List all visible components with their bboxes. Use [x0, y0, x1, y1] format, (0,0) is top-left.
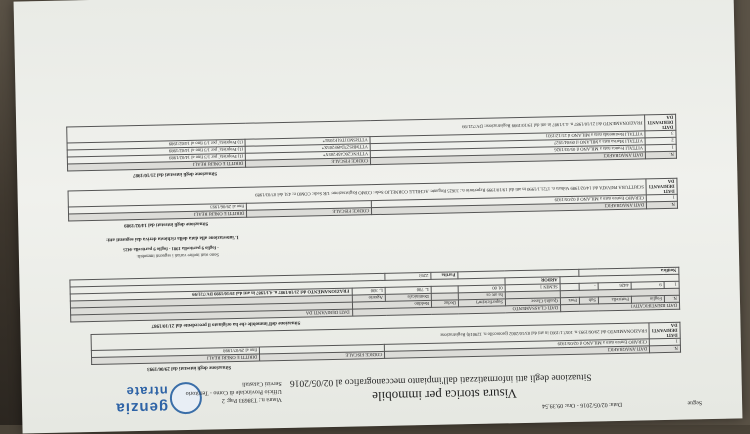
document-title: Visura storica per immobile — [372, 386, 518, 405]
document-content — [14, 0, 743, 433]
table-row: DATI DERIVANTI DA SCRITTURA PRIVATA del 14/02/1989 Voltura n. 1721.1/1990 in atti dal 19/10/1999 Repertorio n.: 33625 Rogante: ACHILLE CORNELIO Sede: COMO Registrazione: UR Sede: COMO n: 431 del 07/03/1989 — [68, 178, 677, 207]
col-codice-fiscale: CODICE FISCALE — [260, 351, 385, 361]
agenzia-entrate-logo — [52, 378, 203, 421]
table-intestati-1987: N. DATI ANAGRAFICI CODICE FISCALE DIRITTI E ONERI REALI 1 VITTALI Franca nata a MILANO il 05/03/1926 VTTFNC26C45F205Y* (1) Proprieta` per 1/3 fino al 14/02/1989 2 VITTALI Marisa nata a MILANO il 09/04/1927 VTTMRS27D49F205X* (1) Proprieta` per 1/3 fino al 14/02/1989 3 VITTALI Rosimonda nata a MILANO il 21/12/1931 VTTRSM31T61F205E* (1) Proprieta` per 1/3 fino al 14/02/1989 DATI DERIVANTI DA FRAZIONAMENTO del 21/10/1987 n. 4.1/1987 in atti dal 19/10/1999 Registrazione: DV/721/99 — [66, 114, 677, 172]
note-line-1: Sono stati inoltre variati i seguenti immobili: — [136, 252, 219, 260]
end-label: Segue — [687, 399, 703, 406]
section-heading-1989: Situazione degli intestati dal 14/02/1989 — [124, 220, 209, 228]
table-row: DATI DERIVANTI DA FRAZIONAMENTO del 29/06/1993 n. 1057.1/1993 in atti dal 03/10/2002 (protocollo n. 129018) Registrazione — [91, 322, 680, 350]
table-row: 1 9 4426 - SEMIN 1 01 00 L. 700 L. 300 FRAZIONAMENTO del 21/10/1987 n. 4.1/1987 in atti dal 19/10/1999 DV/721/99 — [70, 281, 679, 301]
note-line-2: - foglio 9 particella 1981 - foglio 9 particella 4425 — [123, 245, 219, 253]
col-n: N. — [650, 345, 681, 353]
logo-text-bottom: ntrate — [125, 383, 168, 400]
document-paper — [14, 0, 743, 433]
table-row: 1 VITTALI Franca nata a MILANO il 05/03/1926 VTTFNC26C45F205Y* (1) Proprieta` per 1/3 fino al 14/02/1989 — [67, 144, 676, 164]
note-line-3: L'intestazione alla data della richiesta deriva dai seguenti atti: — [105, 233, 239, 242]
table-intestati-1993 — [91, 319, 682, 365]
col-anagrafici: DATI ANAGRAFICI — [385, 346, 650, 359]
date-line: Data: 02/05/2016 - Ora: 09.39.54 — [542, 400, 623, 409]
document-subtitle: Situazione degli atti informatizzati dall'impianto meccanografico al 02/05/2016 — [289, 371, 592, 388]
section-heading-1987: Situazione degli intestati dal 21/10/1987 — [132, 170, 218, 178]
emblem-icon — [170, 382, 203, 415]
table-immobile-precedente: DATI IDENTIFICATIVI DATI CLASSAMENTO DATI DERIVANTI DA N. Foglio Particella Sub Porz Qualità Classe Superficie(m²) Deduz Reddito ha are ca Dominicale Agrario 1 9 4426 - SEMIN 1 01 00 L. 700 L. 300 FRAZIONAMENTO del 21/10/1987 n. 4.1/1987 in atti dal 19/10/1999 DV/721/99 ARBOR Notifica Partita 2293 — [69, 267, 680, 323]
office-line: Ufficio Provinciale di Como - Territorio — [185, 388, 282, 397]
table-row: DATI DERIVANTI DA FRAZIONAMENTO del 21/10/1987 n. 4.1/1987 in atti dal 19/10/1999 Registrazione: DV/721/99 — [67, 114, 676, 143]
section-heading-precedente: Situazione dell'immobile che ha originato il precedente dal 21/10/1987 — [151, 319, 301, 328]
table-row: 2 VITTALI Marisa nata a MILANO il 09/04/1927 VTTMRS27D49F205X* (1) Proprieta` per 1/3 fino al 14/02/1989 — [67, 137, 676, 157]
table-intestati-1989: N. DATI ANAGRAFICI CODICE FISCALE DIRITTI E ONERI REALI 1 CERARO Enrico nato a MILANO il 02/05/1939 fino al 29/06/1993 DATI DERIVANTI DA SCRITTURA PRIVATA del 14/02/1989 Voltura n. 1721.1/1990 in atti dal 19/10/1999 Repertorio n.: 33625 Rogante: ACHILLE CORNELIO Sede: COMO Registrazione: UR Sede: COMO n: 431 del 07/03/1989 — [68, 178, 679, 222]
visura-number: Visura n.: T38693 Pag: 2 — [221, 396, 283, 404]
service-line: Servizi Catastali — [242, 380, 282, 387]
table-row: 1 CERARO Enrico nato a MILANO il 02/05/1939 fino al 29/07/1998 — [91, 338, 680, 357]
section-heading-1993: Situazione degli intestati dal 29/06/1993 — [147, 364, 232, 371]
logo-text-top: genzia — [115, 398, 169, 417]
table-row: 3 VITTALI Rosimonda nata a MILANO il 21/12/1931 VTTRSM31T61F205E* (1) Proprieta` per 1/3 fino al 14/02/1989 — [67, 130, 676, 150]
col-diritti: DIRITTI E ONERI REALI — [92, 354, 260, 365]
table-row: 1 CERARO Enrico nato a MILANO il 02/05/1939 fino al 29/06/1993 — [68, 194, 677, 214]
